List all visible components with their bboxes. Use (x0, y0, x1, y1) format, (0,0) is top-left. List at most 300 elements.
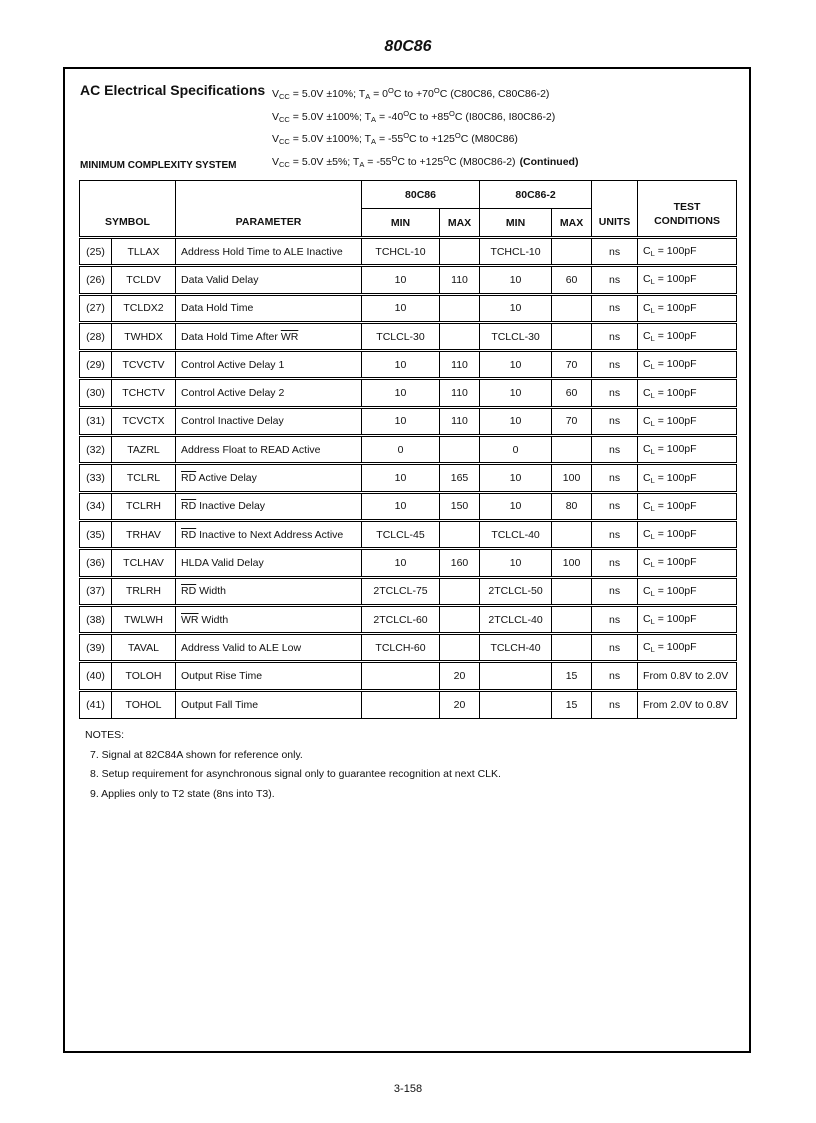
overbar-signal: $\overline{RD}$ (181, 472, 197, 485)
parameter-header: PARAMETER (176, 181, 362, 238)
condition-text: C (643, 613, 651, 625)
min-80c86-2-cell: 10 (480, 492, 552, 520)
max-80c86-2-cell: 70 (552, 407, 592, 435)
continued-label: (Continued) (519, 155, 579, 168)
max-80c86-cell (440, 577, 480, 605)
vcc-value: = 5.0V ±10%; T (289, 88, 366, 100)
condition-tail: = 100pF (654, 301, 697, 314)
min-80c86-cell: 10 (362, 407, 440, 435)
degree-mark: O (449, 108, 455, 118)
symbol-cell: TCVCTV (112, 351, 176, 379)
table-row (80, 549, 737, 577)
symbol-cell: TCLDX2 (112, 294, 176, 322)
test-condition-cell (638, 634, 737, 662)
units-cell: ns (592, 549, 638, 577)
vcc-sub: CC (279, 114, 290, 124)
table-row (80, 605, 737, 633)
min-80c86-2-cell (480, 690, 552, 718)
max-80c86-2-cell: 15 (552, 690, 592, 718)
parameter-text: Active Delay (196, 472, 257, 485)
vcc-label: V (272, 88, 280, 100)
max-80c86-2-cell (552, 577, 592, 605)
condition-text: C (643, 245, 651, 258)
spec-table-body (80, 238, 737, 719)
condition-sub: L (650, 475, 655, 485)
symbol-cell: TCLDV (112, 266, 176, 294)
min-80c86-cell: 2TCLCL-75 (362, 577, 440, 605)
min-80c86-cell: 10 (362, 464, 440, 492)
units-cell: ns (592, 662, 638, 690)
max-80c86-2-cell (552, 605, 592, 633)
group-80c86-header: 80C86 (362, 181, 480, 209)
degree-mark: O (443, 153, 450, 163)
condition-tail: = 100pF (654, 641, 697, 654)
ta-sub: A (365, 92, 371, 101)
test-condition-cell (638, 351, 737, 379)
condition-text: From 0.8V to 2.0V (643, 670, 729, 683)
symbol-cell: TAZRL (112, 436, 176, 464)
parameter-cell (176, 464, 362, 492)
parameter-cell (176, 605, 362, 633)
min-80c86-2-cell: TCLCL-40 (480, 520, 552, 548)
parameter-cell (176, 266, 362, 294)
ta-range: = -55 (376, 133, 404, 145)
min-80c86-cell: TCLCL-45 (362, 520, 440, 548)
row-number: (26) (80, 266, 112, 294)
max-80c86-2-cell (552, 520, 592, 548)
min-80c86-2-cell: 2TCLCL-40 (480, 605, 552, 633)
parameter-cell (176, 379, 362, 407)
parameter-cell (176, 662, 362, 690)
units-cell: ns (592, 634, 638, 662)
min-80c86-2-cell: TCLCL-30 (480, 322, 552, 350)
condition-sub: L (650, 362, 655, 372)
condition-line (272, 128, 578, 151)
condition-text: C (643, 273, 651, 286)
condition-tail: = 100pF (654, 330, 697, 343)
max-80c86-2-cell: 100 (552, 464, 592, 492)
test-condition-cell (638, 690, 737, 718)
condition-tail: = 100pF (654, 499, 697, 512)
table-row (80, 662, 737, 690)
ta-sub: A (371, 137, 377, 146)
row-number: (31) (80, 407, 112, 435)
min-header-2: MIN (480, 209, 552, 238)
min-80c86-cell (362, 690, 440, 718)
test-condition-cell (638, 549, 737, 577)
max-80c86-2-cell (552, 294, 592, 322)
max-header-1: MAX (440, 209, 480, 238)
condition-sub: L (650, 305, 655, 315)
test-condition-cell (638, 577, 737, 605)
ta-range: = -55 (364, 155, 392, 168)
vcc-value: = 5.0V ±100%; T (289, 133, 372, 145)
symbol-cell: TOHOL (112, 690, 176, 718)
table-row (80, 464, 737, 492)
units-cell: ns (592, 464, 638, 492)
ta-tail: C (C80C86, C80C86-2) (439, 88, 550, 100)
parameter-text: HLDA Valid Delay (181, 556, 264, 569)
test-condition-cell (638, 294, 737, 322)
parameter-cell (176, 577, 362, 605)
row-number: (28) (80, 322, 112, 350)
parameter-text: Output Rise Time (181, 670, 263, 683)
test-condition-cell (638, 605, 737, 633)
max-80c86-2-cell (552, 436, 592, 464)
max-80c86-cell: 165 (440, 464, 480, 492)
test-condition-cell (638, 379, 737, 407)
condition-tail: = 100pF (654, 358, 697, 371)
vcc-value: = 5.0V ±5%; T (289, 155, 360, 168)
condition-sub: L (650, 588, 655, 598)
row-number: (25) (80, 238, 112, 266)
parameter-text: Width (196, 585, 226, 598)
table-row (80, 294, 737, 322)
ta-tail: C (I80C86, I80C86-2) (454, 110, 556, 123)
parameter-text: Address Float to READ Active (181, 443, 321, 456)
table-row (80, 436, 737, 464)
condition-line (272, 106, 578, 129)
max-80c86-cell (440, 238, 480, 266)
ta-mid: C to +70 (393, 88, 434, 100)
row-number: (32) (80, 436, 112, 464)
units-cell: ns (592, 436, 638, 464)
units-cell: ns (592, 322, 638, 350)
vcc-label: V (272, 110, 280, 123)
row-number: (37) (80, 577, 112, 605)
table-row (80, 577, 737, 605)
max-80c86-2-cell (552, 322, 592, 350)
parameter-text: Width (198, 613, 229, 626)
page-header-title: 80C86 (384, 38, 432, 55)
parameter-text: Control Inactive Delay (181, 415, 284, 428)
condition-text: C (643, 330, 651, 343)
vcc-label: V (272, 155, 280, 168)
overbar-signal: $\overline{RD}$ (181, 585, 197, 598)
condition-text: C (643, 443, 651, 456)
parameter-text: Address Valid to ALE Low (181, 641, 302, 654)
min-80c86-cell: 10 (362, 379, 440, 407)
row-number: (39) (80, 634, 112, 662)
parameter-cell (176, 549, 362, 577)
note-item: 9. Applies only to T2 state (8ns into T3). (90, 787, 275, 800)
table-row (80, 492, 737, 520)
max-80c86-cell (440, 520, 480, 548)
test-condition-cell (638, 520, 737, 548)
units-cell: ns (592, 379, 638, 407)
parameter-text: Control Active Delay 1 (181, 358, 285, 371)
ta-mid: C to +125 (397, 155, 444, 168)
units-cell: ns (592, 492, 638, 520)
parameter-text: Data Valid Delay (181, 273, 259, 286)
condition-sub: L (650, 249, 655, 259)
max-80c86-cell: 110 (440, 266, 480, 294)
max-80c86-2-cell: 100 (552, 549, 592, 577)
condition-sub: L (650, 334, 655, 344)
condition-tail: = 100pF (654, 386, 697, 399)
parameter-cell (176, 322, 362, 350)
max-80c86-cell: 110 (440, 407, 480, 435)
symbol-cell: TWLWH (112, 605, 176, 633)
parameter-cell (176, 294, 362, 322)
parameter-cell (176, 492, 362, 520)
symbol-cell: TRLRH (112, 577, 176, 605)
test-condition-cell (638, 464, 737, 492)
min-80c86-2-cell: 10 (480, 464, 552, 492)
parameter-text: Inactive to Next Address Active (196, 528, 344, 541)
max-80c86-2-cell: 60 (552, 379, 592, 407)
vcc-sub: CC (279, 137, 290, 146)
min-80c86-cell: 0 (362, 436, 440, 464)
min-80c86-cell (362, 662, 440, 690)
vcc-sub: CC (279, 159, 290, 169)
degree-mark: O (391, 153, 398, 163)
parameter-cell (176, 407, 362, 435)
test-condition-cell (638, 492, 737, 520)
condition-text: C (643, 471, 651, 484)
min-80c86-cell: 2TCLCL-60 (362, 605, 440, 633)
table-row (80, 351, 737, 379)
min-80c86-cell: TCHCL-10 (362, 238, 440, 266)
max-header-2: MAX (552, 209, 592, 238)
overbar-signal: $\overline{WR}$ (280, 330, 299, 343)
row-number: (40) (80, 662, 112, 690)
parameter-text: Output Fall Time (181, 698, 259, 711)
condition-line (272, 151, 578, 174)
max-80c86-cell: 150 (440, 492, 480, 520)
degree-mark: O (433, 86, 440, 95)
condition-sub: L (650, 390, 655, 400)
symbol-cell: TOLOH (112, 662, 176, 690)
min-80c86-2-cell (480, 662, 552, 690)
note-item: 7. Signal at 82C84A shown for reference only. (90, 748, 303, 761)
degree-mark: O (388, 86, 394, 95)
symbol-cell: TAVAL (112, 634, 176, 662)
parameter-text: Data Hold Time (181, 302, 254, 315)
condition-text: C (643, 499, 651, 512)
parameter-text: Control Active Delay 2 (181, 387, 285, 400)
condition-tail: = 100pF (654, 613, 697, 625)
condition-tail: = 100pF (654, 471, 697, 484)
condition-sub: L (650, 532, 655, 542)
units-cell: ns (592, 407, 638, 435)
row-number: (36) (80, 549, 112, 577)
min-80c86-2-cell: 10 (480, 379, 552, 407)
condition-tail: = 100pF (654, 273, 697, 286)
condition-sub: L (650, 617, 655, 626)
units-cell: ns (592, 294, 638, 322)
min-80c86-cell: TCLCH-60 (362, 634, 440, 662)
max-80c86-cell (440, 436, 480, 464)
parameter-text: Address Hold Time to ALE Inactive (181, 245, 343, 258)
ta-sub: A (371, 114, 377, 124)
min-80c86-2-cell: 10 (480, 351, 552, 379)
max-80c86-cell (440, 322, 480, 350)
condition-sub: L (650, 447, 655, 457)
parameter-cell (176, 351, 362, 379)
condition-text: From 2.0V to 0.8V (643, 698, 729, 711)
condition-line (272, 83, 578, 106)
min-80c86-cell: 10 (362, 492, 440, 520)
page-number: 3-158 (393, 1083, 423, 1095)
ta-sub: A (359, 159, 365, 169)
max-80c86-cell: 110 (440, 379, 480, 407)
min-80c86-cell: 10 (362, 549, 440, 577)
min-80c86-2-cell: 10 (480, 266, 552, 294)
min-80c86-2-cell: 10 (480, 407, 552, 435)
table-row (80, 379, 737, 407)
test-condition-cell (638, 322, 737, 350)
symbol-header: SYMBOL (80, 181, 176, 238)
condition-tail: = 100pF (654, 528, 697, 541)
units-cell: ns (592, 238, 638, 266)
max-80c86-2-cell (552, 634, 592, 662)
units-cell: ns (592, 690, 638, 718)
test-condition-cell (638, 662, 737, 690)
units-cell: ns (592, 577, 638, 605)
min-80c86-2-cell: 10 (480, 549, 552, 577)
units-cell: ns (592, 351, 638, 379)
condition-tail: = 100pF (654, 584, 697, 597)
parameter-cell (176, 238, 362, 266)
max-80c86-cell: 110 (440, 351, 480, 379)
symbol-cell: TCLRH (112, 492, 176, 520)
overbar-signal: $\overline{RD}$ (181, 500, 197, 513)
ta-mid: C to +85 (409, 110, 450, 123)
overbar-signal: $\overline{RD}$ (181, 528, 197, 541)
condition-sub: L (650, 560, 655, 570)
degree-mark: O (403, 108, 410, 118)
ta-mid: C to +125 (409, 133, 455, 145)
units-cell: ns (592, 520, 638, 548)
units-cell: ns (592, 266, 638, 294)
table-row (80, 322, 737, 350)
symbol-cell: TRHAV (112, 520, 176, 548)
ta-range: = -40 (376, 110, 404, 123)
degree-mark: O (454, 131, 461, 140)
condition-text: C (643, 414, 651, 427)
condition-sub: L (650, 418, 655, 428)
group-80c86-2-header: 80C86-2 (480, 181, 592, 209)
max-80c86-2-cell: 80 (552, 492, 592, 520)
parameter-cell (176, 520, 362, 548)
test-condition-cell (638, 238, 737, 266)
spec-title: AC Electrical Specifications (80, 82, 266, 98)
condition-tail: = 100pF (654, 414, 697, 427)
parameter-text: Inactive Delay (196, 500, 266, 513)
symbol-cell: TCHCTV (112, 379, 176, 407)
condition-tail: = 100pF (654, 245, 697, 258)
vcc-label: V (272, 133, 280, 145)
max-80c86-cell: 20 (440, 662, 480, 690)
condition-tail: = 100pF (654, 556, 697, 569)
units-cell: ns (592, 605, 638, 633)
condition-text: C (643, 358, 651, 371)
row-number: (35) (80, 520, 112, 548)
symbol-cell: TCVCTX (112, 407, 176, 435)
max-80c86-2-cell (552, 238, 592, 266)
overbar-signal: $\overline{WR}$ (181, 613, 199, 626)
symbol-cell: TLLAX (112, 238, 176, 266)
condition-tail: = 100pF (654, 443, 697, 456)
row-number: (38) (80, 605, 112, 633)
table-row (80, 266, 737, 294)
min-80c86-cell: 10 (362, 351, 440, 379)
parameter-text: Data Hold Time After (181, 330, 281, 343)
row-number: (34) (80, 492, 112, 520)
row-number: (33) (80, 464, 112, 492)
row-number: (30) (80, 379, 112, 407)
min-80c86-cell: 10 (362, 266, 440, 294)
ta-range: = 0 (370, 88, 389, 100)
conditions-block (272, 83, 578, 173)
max-80c86-cell: 160 (440, 549, 480, 577)
min-80c86-cell: TCLCL-30 (362, 322, 440, 350)
notes-label: NOTES: (85, 729, 125, 741)
test-condition-cell (638, 407, 737, 435)
max-80c86-2-cell: 60 (552, 266, 592, 294)
table-row (80, 520, 737, 548)
parameter-cell (176, 436, 362, 464)
min-80c86-2-cell: 0 (480, 436, 552, 464)
table-row (80, 690, 737, 718)
vcc-value: = 5.0V ±100%; T (289, 110, 372, 123)
condition-sub: L (650, 277, 655, 287)
notes-block (85, 726, 501, 804)
row-number: (41) (80, 690, 112, 718)
parameter-cell (176, 690, 362, 718)
ac-spec-table (79, 180, 737, 719)
min-80c86-2-cell: 2TCLCL-50 (480, 577, 552, 605)
max-80c86-cell: 20 (440, 690, 480, 718)
table-row (80, 634, 737, 662)
note-item: 8. Setup requirement for asynchronous signal only to guarantee recognition at next CLK. (90, 768, 501, 780)
min-80c86-2-cell: TCHCL-10 (480, 238, 552, 266)
row-number: (29) (80, 351, 112, 379)
degree-mark: O (403, 131, 410, 140)
test-header-line2: CONDITIONS (654, 215, 720, 227)
min-80c86-2-cell: TCLCH-40 (480, 634, 552, 662)
test-conditions-header (638, 181, 737, 238)
max-80c86-2-cell: 15 (552, 662, 592, 690)
test-header-line1: TEST (673, 201, 701, 213)
ta-tail: C (M80C86) (460, 133, 518, 145)
condition-text: C (643, 528, 651, 541)
condition-text: C (643, 584, 651, 597)
table-row (80, 238, 737, 266)
symbol-cell: TCLHAV (112, 549, 176, 577)
condition-text: C (643, 301, 651, 314)
condition-text: C (643, 386, 651, 399)
max-80c86-2-cell: 70 (552, 351, 592, 379)
min-header-1: MIN (362, 209, 440, 238)
ta-tail: C (M80C86-2) (449, 155, 516, 168)
vcc-sub: CC (279, 92, 290, 101)
max-80c86-cell (440, 634, 480, 662)
max-80c86-cell (440, 294, 480, 322)
min-80c86-2-cell: 10 (480, 294, 552, 322)
symbol-cell: TCLRL (112, 464, 176, 492)
parameter-cell (176, 634, 362, 662)
condition-sub: L (650, 645, 655, 655)
condition-text: C (643, 641, 651, 654)
condition-text: C (643, 556, 651, 569)
section-label: MINIMUM COMPLEXITY SYSTEM (80, 160, 237, 171)
units-header: UNITS (592, 181, 638, 238)
test-condition-cell (638, 266, 737, 294)
min-80c86-cell: 10 (362, 294, 440, 322)
table-row (80, 407, 737, 435)
